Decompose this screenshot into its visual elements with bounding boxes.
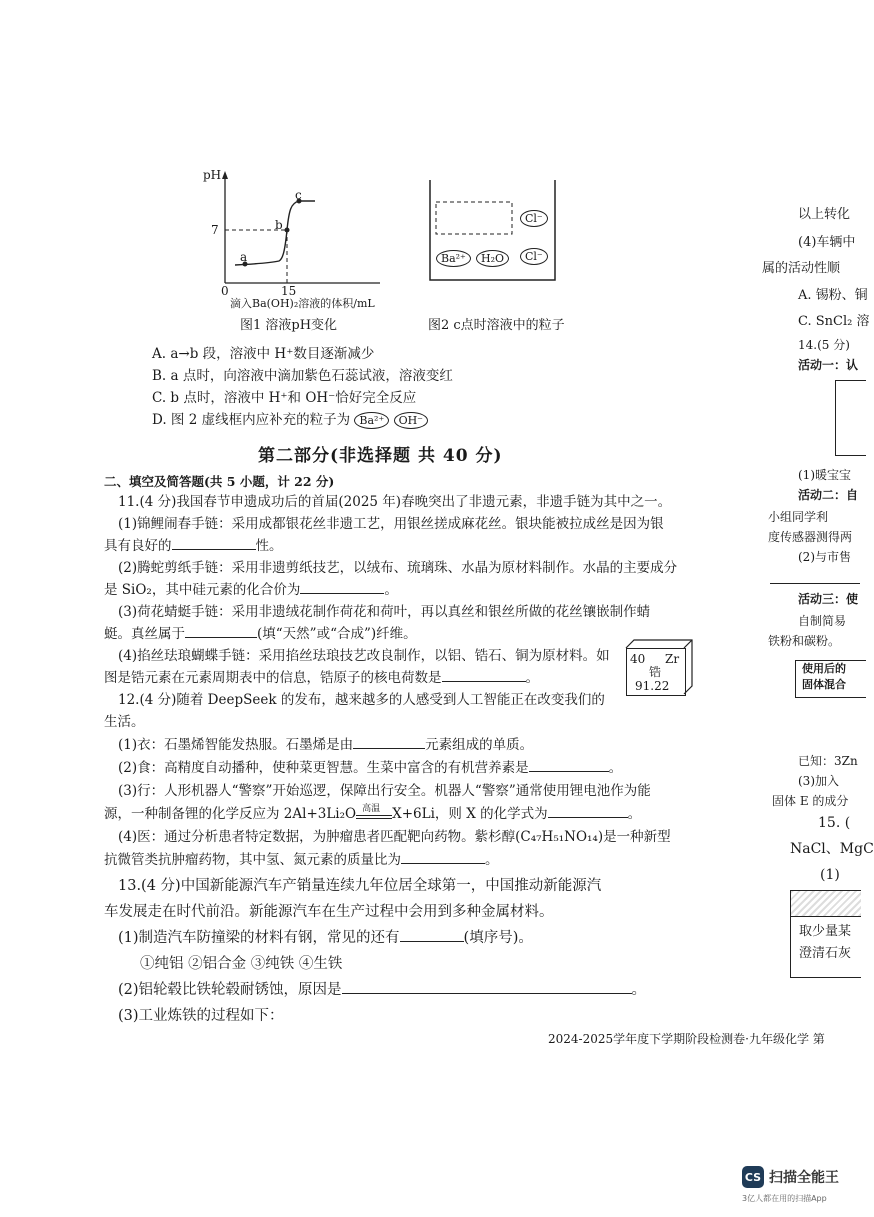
q13-part2	[118, 980, 646, 1000]
q11-part4-b	[104, 668, 539, 688]
x-axis-label: 滴入Ba(OH)₂溶液的体积/mL	[230, 297, 375, 310]
q11-part1-text: 具有良好的	[104, 538, 172, 554]
point-a-label: a	[240, 250, 248, 264]
right-line-15: 铁粉和碳粉。	[768, 634, 841, 648]
q12-blank-1[interactable]	[353, 748, 425, 749]
q12-part2-end: 。	[608, 760, 623, 776]
right-shaded-header	[790, 890, 861, 917]
ph7-label: 7	[211, 223, 219, 237]
right-table-row-2: 澄清石灰	[799, 946, 852, 961]
part-2-title: 第二部分(非选择题 共 40 分)	[258, 446, 503, 466]
right-line-8: (1)暖宝宝	[798, 468, 851, 482]
zr-atomic-number: 40	[630, 652, 646, 666]
watermark-name: 扫描全能王	[769, 1170, 839, 1186]
q12-part3-a: (3)行：人形机器人“警察”开始巡逻，保障出行安全。机器人“警察”通常使用锂电池作为能	[118, 783, 651, 799]
right-flow-box	[795, 660, 866, 698]
q12-equation-left: 源，一种制备锂的化学反应为 2Al+3Li₂O	[104, 806, 357, 822]
q12-part1-text: (1)衣：石墨烯智能发热服。石墨烯是由	[118, 737, 354, 753]
section-2-title: 二、填空及简答题(共 5 小题，计 22 分)	[104, 474, 335, 489]
right-experiment-table	[790, 916, 861, 978]
scanner-watermark	[742, 1166, 839, 1188]
zr-name: 锆	[649, 665, 662, 679]
figure-1-caption: 图1 溶液pH变化	[240, 318, 338, 333]
q12-part4-text: 抗微管类抗肿瘤药物，其中氢、氮元素的质量比为	[104, 852, 401, 868]
q12-equation-right: X+6Li，则 X 的化学式为	[392, 806, 548, 822]
q13-part3: (3)工业炼铁的过程如下：	[118, 1008, 284, 1024]
right-line-9: 活动二：自	[798, 488, 859, 502]
ba-ion: Ba²⁺	[436, 250, 471, 267]
q12-part1-end: 元素组成的单质。	[425, 737, 534, 753]
q13-intro-a: 13.(4 分)中国新能源汽车产销量连续九年位居全球第一，中国推动新能源汽	[118, 878, 602, 894]
q12-intro-b: 生活。	[104, 714, 145, 730]
q11-part1-a: (1)锦鲤闹春手链：采用成都银花丝非遗工艺，用银丝搓成麻花丝。银块能被拉成丝是因为银	[118, 516, 664, 532]
point-c-label: c	[295, 188, 302, 202]
right-line-17: (3)加入	[798, 774, 839, 788]
q11-part3-a: (3)荷花蜻蜓手链：采用非遗绒花制作荷花和荷叶，再以真丝和银丝所做的花丝镶嵌制作蜻	[118, 604, 651, 620]
q12-part2-text: (2)食：高精度自动播种，使种菜更智慧。生菜中富含的有机营养素是	[118, 760, 529, 776]
q13-part1-text: (1)制造汽车防撞梁的材料有钢，常见的还有	[118, 930, 400, 946]
right-line-13: 活动三：使	[798, 592, 859, 606]
option-d-text: D. 图 2 虚线框内应补充的粒子为	[152, 412, 351, 428]
right-line-2: (4)车辆中	[798, 235, 856, 250]
point-b-mark	[285, 228, 290, 233]
right-line-10: 小组同学利	[768, 510, 829, 524]
right-box-line-2: 固体混合	[802, 678, 846, 691]
figure-2-caption: 图2 c点时溶液中的粒子	[428, 318, 565, 333]
q12-part4-a: (4)医：通过分析患者特定数据，为肿瘤患者匹配靶向药物。紫杉醇(C₄₇H₅₁NO₁₄)是一种新型	[118, 829, 671, 845]
q12-blank-3[interactable]	[548, 817, 628, 818]
right-table-row-1: 取少量某	[799, 924, 852, 939]
q11-part2-end: 。	[384, 582, 398, 598]
q11-part4-a: (4)掐丝珐琅蝴蝶手链：采用掐丝珐琅技艺改良制作，以铝、锆石、铜为原材料。如	[118, 648, 610, 664]
q11-part2-text: 是 SiO₂，其中硅元素的化合价为	[104, 582, 301, 598]
right-line-16: 已知：3Zn	[798, 754, 858, 768]
q12-intro-a: 12.(4 分)随着 DeepSeek 的发布，越来越多的人感受到人工智能正在改变我们的	[118, 692, 605, 708]
q12-blank-2[interactable]	[529, 771, 609, 772]
dashed-blank-box	[436, 202, 512, 234]
q13-part1-end: (填序号)。	[463, 930, 533, 946]
q11-part4-text: 图是锆元素在元素周期表中的信息，锆原子的核电荷数是	[104, 670, 442, 686]
q11-part3-b	[104, 624, 417, 644]
right-answer-line	[770, 583, 860, 584]
zr-symbol: Zr	[665, 652, 680, 666]
q12-part3-end: 。	[627, 806, 642, 822]
figure-2-beaker	[428, 178, 558, 282]
right-line-14: 自制简易	[798, 614, 847, 628]
q13-choices: ①纯铝 ②铝合金 ③纯铁 ④生铁	[140, 956, 343, 972]
right-line-12: (2)与市售	[798, 550, 851, 564]
right-line-4: A. 锡粉、铜	[798, 288, 868, 303]
equation-arrow	[356, 803, 392, 822]
page-footer: 2024-2025学年度下学期阶段检测卷·九年级化学 第	[548, 1032, 825, 1046]
q11-part3-text: 蜓。真丝属于	[104, 626, 185, 642]
right-line-3: 属的活动性顺	[762, 261, 841, 276]
q13-blank-2[interactable]	[342, 993, 632, 994]
option-d-ba: Ba²⁺	[354, 412, 389, 429]
figure-1	[195, 165, 395, 315]
right-line-7: 活动一：认	[798, 358, 859, 372]
equation-condition: 高温	[362, 803, 381, 814]
q13-part1	[118, 928, 533, 948]
right-line-21: (1)	[820, 867, 840, 883]
ph-axis-label: pH	[203, 168, 222, 182]
right-table-frame	[835, 380, 866, 456]
right-line-19: 15. (	[818, 815, 851, 831]
option-b: B. a 点时，向溶液中滴加紫色石蕊试液，溶液变红	[152, 368, 453, 384]
right-line-6: 14.(5 分)	[798, 338, 850, 352]
right-line-18: 固体 E 的成分	[772, 794, 849, 808]
cs-logo-icon: CS	[742, 1166, 764, 1188]
q11-blank-3[interactable]	[185, 637, 257, 638]
cl-ion-2: Cl⁻	[520, 248, 548, 265]
q12-part4-end: 。	[485, 852, 499, 868]
option-c: C. b 点时，溶液中 H⁺和 OH⁻恰好完全反应	[152, 390, 417, 406]
q11-part2-a: (2)腾蛇剪纸手链：采用非遗剪纸技艺，以绒布、琉璃珠、水晶为原材料制作。水晶的主要成分	[118, 560, 678, 576]
watermark-subtitle: 3亿人都在用的扫描App	[742, 1194, 827, 1203]
point-b-label: b	[275, 218, 283, 232]
right-line-5: C. SnCl₂ 溶	[798, 314, 870, 329]
q11-part1-end: 性。	[255, 538, 283, 554]
q12-part2	[118, 758, 622, 778]
q13-part2-text: (2)铝轮毂比铁轮毂耐锈蚀，原因是	[118, 982, 342, 998]
q11-part3-end: (填“天然”或“合成”)纤维。	[257, 626, 417, 642]
q12-part4-b	[104, 850, 499, 870]
q11-blank-2[interactable]	[300, 593, 384, 594]
q12-part1	[118, 735, 533, 755]
q11-part2-b	[104, 580, 398, 600]
origin-label: 0	[221, 284, 229, 298]
q12-blank-4[interactable]	[401, 863, 485, 864]
q11-part4-end: 。	[525, 670, 539, 686]
h2o-molecule: H₂O	[476, 250, 509, 267]
q13-intro-b: 车发展走在时代前沿。新能源汽车在生产过程中会用到多种金属材料。	[104, 904, 554, 920]
q13-blank-1[interactable]	[400, 941, 464, 942]
option-d-oh: OH⁻	[394, 412, 428, 429]
q11-blank-1[interactable]	[172, 549, 256, 550]
right-line-20: NaCl、MgC	[790, 841, 874, 857]
option-a: A. a→b 段，溶液中 H⁺数目逐渐减少	[152, 346, 375, 362]
right-box-line-1: 使用后的	[802, 662, 846, 675]
right-line-11: 度传感器测得两	[768, 530, 853, 544]
option-d	[152, 410, 428, 430]
right-line-1: 以上转化	[798, 207, 851, 222]
q11-blank-4[interactable]	[442, 681, 526, 682]
q13-part2-end: 。	[631, 982, 647, 998]
q11-part1-b	[104, 536, 283, 556]
q12-part3-b	[104, 804, 641, 824]
zr-mass: 91.22	[635, 679, 670, 693]
element-card-3d-edge	[626, 640, 696, 696]
q11-intro: 11.(4 分)我国春节申遗成功后的首届(2025 年)春晚突出了非遗元素，非遗手链为其中之一。	[118, 494, 672, 510]
x15-label: 15	[281, 284, 297, 298]
cl-ion-1: Cl⁻	[520, 210, 548, 227]
